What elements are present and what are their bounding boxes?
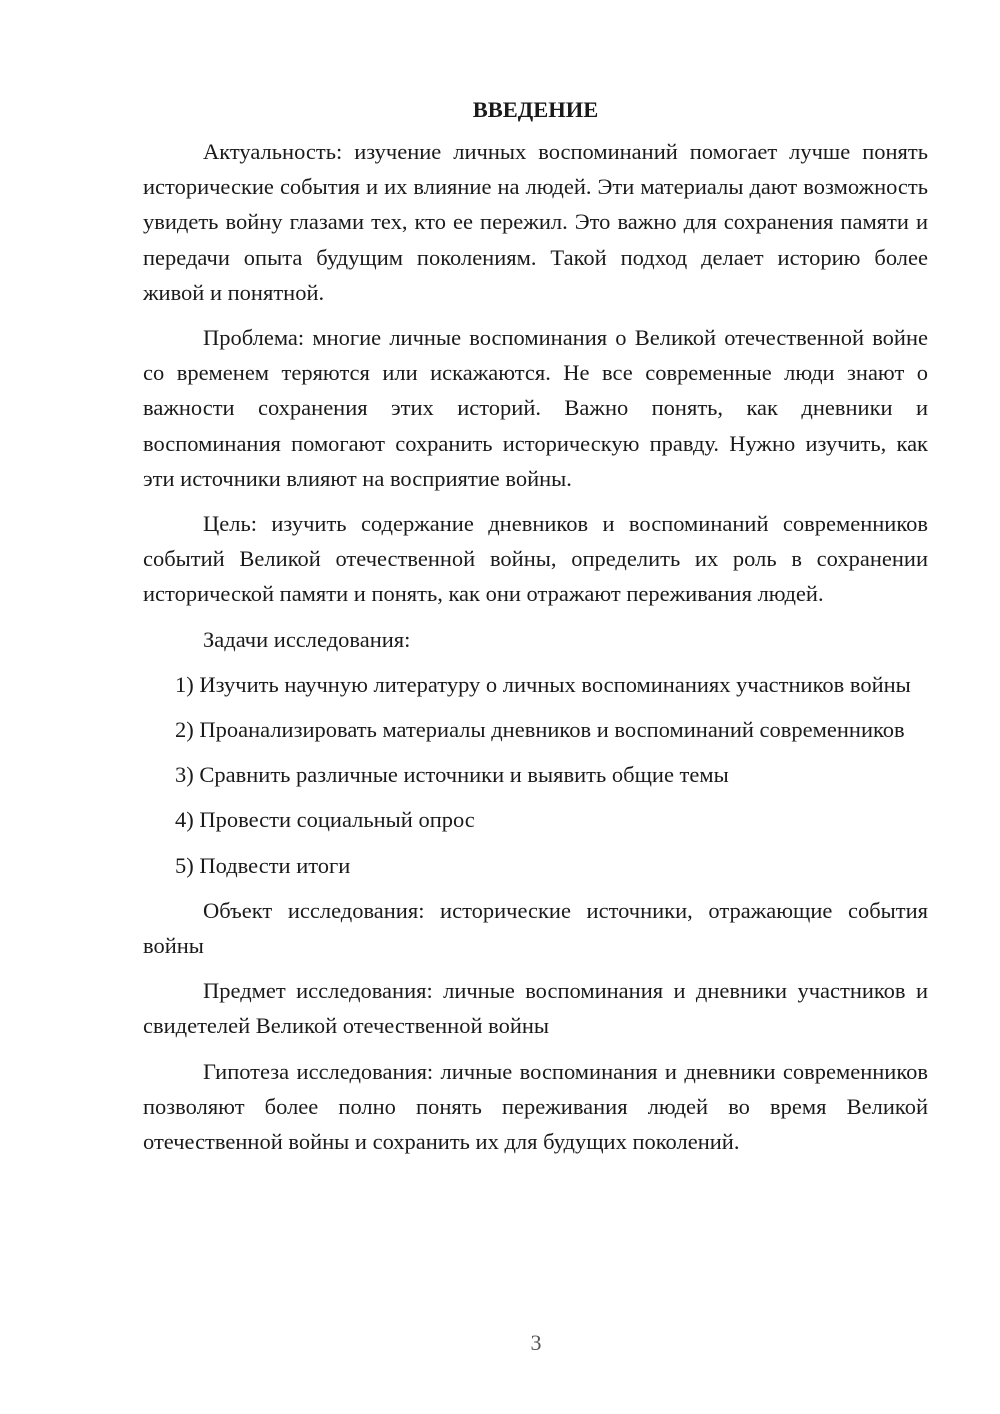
relevance-paragraph: Актуальность: изучение личных воспоминаний помогает лучше понять исторические события и их влияние на людей. Эти материалы дают возможность увидеть войну глазами тех, кто ее пережил. Это важно для сохранения памяти и передачи опыта будущим поколениям. Такой подход делает историю более живой и понятной. [143, 139, 928, 305]
object-paragraph: Объект исследования: исторические источники, отражающие события войны [143, 897, 928, 959]
goal-paragraph: Цель: изучить содержание дневников и воспоминаний современников событий Великой отечественной войны, определить их роль в сохранении исторической памяти и понять, как они отражают переживания людей. [143, 511, 928, 607]
task-item: 4) Провести социальный опрос [175, 807, 475, 833]
task-item: 3) Сравнить различные источники и выявить общие темы [175, 762, 729, 788]
hypothesis-paragraph: Гипотеза исследования: личные воспоминания и дневники современников позволяют более полно понять переживания людей во время Великой отечественной войны и сохранить их для будущих поколений. [143, 1058, 928, 1155]
problem-paragraph: Проблема: многие личные воспоминания о Великой отечественной войне со временем теряются или искажаются. Не все современные люди знают о важности сохранения этих историй. Важно понять, как дневники и воспоминания помогают сохранить историческую правду. Нужно изучить, как эти источники влияют на восприятие войны. [143, 325, 928, 491]
document-page [143, 90, 928, 1169]
task-item: 5) Подвести итоги [175, 852, 351, 878]
section-heading: ВВЕДЕНИЕ [472, 97, 599, 122]
task-item: 2) Проанализировать материалы дневников и воспоминаний современников [175, 717, 905, 743]
subject-paragraph: Предмет исследования: личные воспоминания и дневники участников и свидетелей Великой отечественной войны [143, 978, 928, 1039]
tasks-title: Задачи исследования: [203, 626, 411, 652]
page-number: 3 [530, 1330, 542, 1355]
task-item: 1) Изучить научную литературу о личных воспоминаниях участников войны [175, 671, 911, 697]
